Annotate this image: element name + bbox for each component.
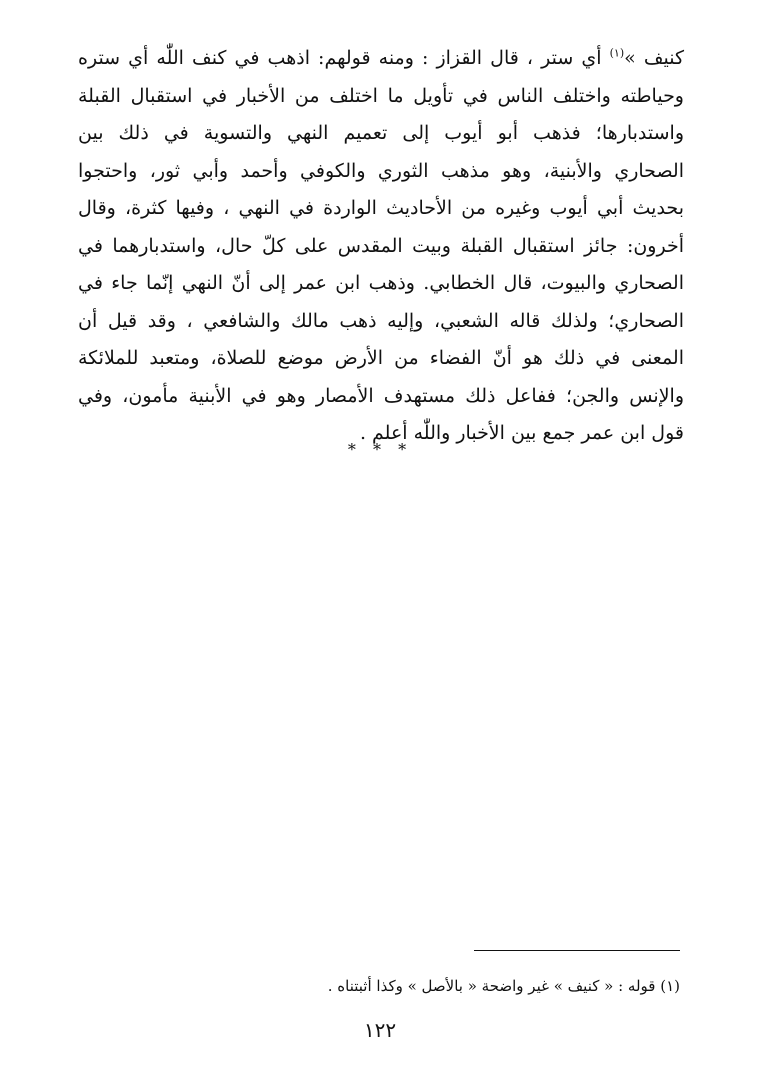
line-1-start: كنيف »	[624, 47, 684, 69]
text-line: والإنس والجن؛ ففاعل ذلك مستهدف الأمصار وهو في الأبنية مأمون، وفي	[78, 384, 684, 407]
text-line: وحياطته واختلف الناس في تأويل ما اختلف من الأخبار في استقبال القبلة	[78, 84, 684, 107]
text-line-last: قول ابن عمر جمع بين الأخبار واللّٰه أعلم .	[359, 422, 684, 444]
footnote-reference[interactable]: (١)	[609, 46, 625, 60]
text-line: بحديث أبي أيوب وغيره من الأحاديث الواردة في النهي ، وفيها كثرة، وقال	[78, 197, 684, 219]
page-number: ١٢٢	[363, 1018, 397, 1042]
line-1-rest: أي ستر ، قال القزاز : ومنه قولهم: اذهب في كنف اللّٰه أي ستره	[78, 47, 610, 69]
main-text	[78, 40, 684, 453]
text-line: واستدبارها؛ فذهب أبو أيوب إلى تعميم النهي والتسوية في ذلك بين	[78, 122, 684, 144]
footnote-text: (١) قوله : « كنيف » غير واضحة « بالأصل » وكذا أثبتناه .	[327, 977, 680, 995]
text-line-1	[78, 40, 684, 78]
text-line: الصحاري والبيوت، قال الخطابي. وذهب ابن عمر إلى أنّ النهي إنّما جاء في	[78, 272, 684, 294]
text-line: أخرون: جائز استقبال القبلة وبيت المقدس على كلّ حال، واستدبارهما في	[78, 234, 684, 257]
text-line: الصحاري؛ ولذلك قاله الشعبي، وإليه ذهب مالك والشافعي ، وقد قيل أن	[78, 309, 684, 332]
text-line: الصحاري والأبنية، وهو مذهب الثوري والكوفي وأحمد وأبي ثور، واحتجوا	[78, 159, 684, 182]
text-line: المعنى في ذلك هو أنّ الفضاء من الأرض موضع للصلاة، ومتعبد للملائكة	[78, 347, 684, 369]
footnote-divider	[474, 950, 680, 951]
section-separator: * * *	[347, 440, 413, 459]
